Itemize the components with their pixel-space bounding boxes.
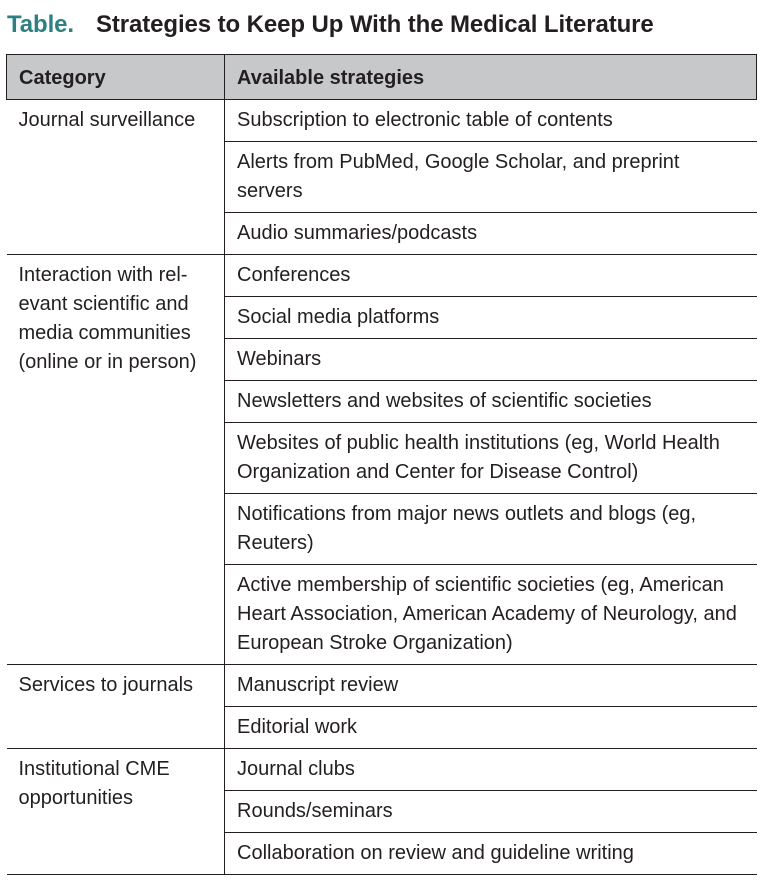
table-row	[7, 100, 757, 142]
strategies-table	[6, 54, 757, 875]
strategy-cell: Subscription to electronic table of contents	[225, 100, 757, 142]
category-cell: Services to journals	[7, 665, 225, 749]
strategy-cell: Journal clubs	[225, 749, 757, 791]
table-title-text: Strategies to Keep Up With the Medical Literature	[95, 11, 654, 38]
strategy-cell: Collaboration on review and guideline writing	[225, 833, 757, 875]
strategy-cell: Social media platforms	[225, 297, 757, 339]
category-cell: Journal surveillance	[7, 100, 225, 255]
strategy-cell: Editorial work	[225, 707, 757, 749]
table-row	[7, 749, 757, 791]
strategy-cell: Rounds/seminars	[225, 791, 757, 833]
table-label: Table.	[7, 11, 74, 38]
strategy-cell: Notifications from major news outlets and blogs (eg, Reuters)	[225, 494, 757, 565]
header-row	[7, 55, 757, 100]
strategy-cell: Conferences	[225, 255, 757, 297]
strategy-cell: Active membership of scientific societies (eg, American Heart Association, American Academy of Neurology, and European Stroke Organization)	[225, 565, 757, 665]
table-row	[7, 665, 757, 707]
table-row	[7, 255, 757, 297]
header-category: Category	[7, 55, 225, 100]
strategy-cell: Manuscript review	[225, 665, 757, 707]
category-cell: Institutional CME opportunities	[7, 749, 225, 875]
category-cell: Interaction with rel-evant scientific and media communities (online or in person)	[7, 255, 225, 665]
strategy-cell: Newsletters and websites of scientific societies	[225, 381, 757, 423]
strategy-cell: Webinars	[225, 339, 757, 381]
strategy-cell: Audio summaries/podcasts	[225, 213, 757, 255]
strategy-cell: Alerts from PubMed, Google Scholar, and preprint servers	[225, 142, 757, 213]
header-strategies: Available strategies	[225, 55, 757, 100]
table-title	[7, 8, 654, 42]
strategy-cell: Websites of public health institutions (eg, World Health Organization and Center for Disease Control)	[225, 423, 757, 494]
